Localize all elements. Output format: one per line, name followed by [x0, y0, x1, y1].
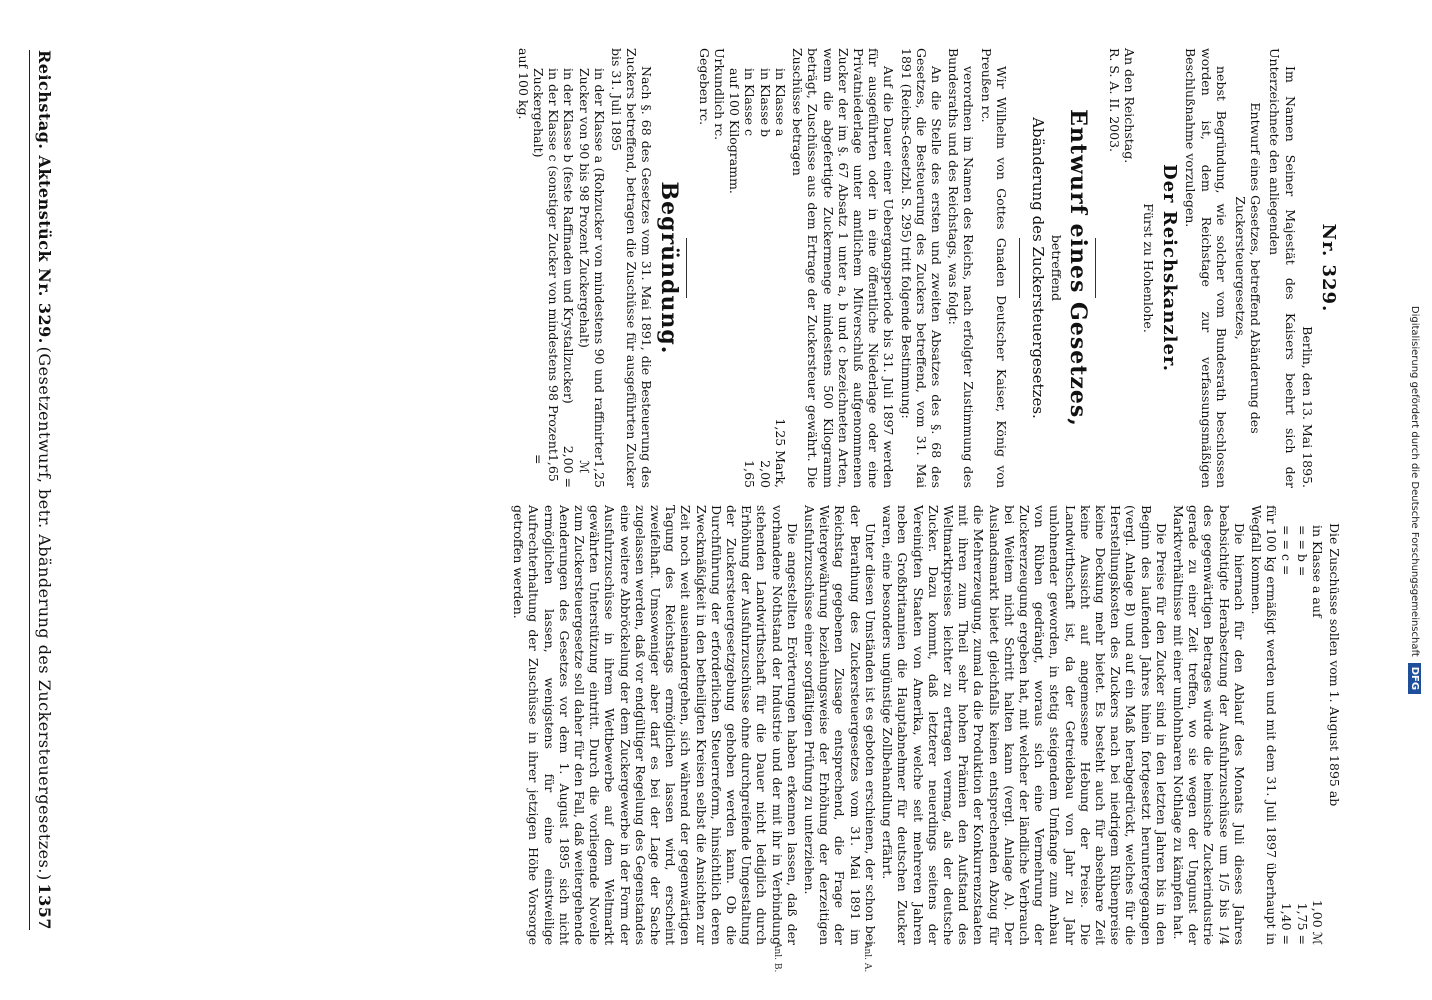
draft-subject: Abänderung des Zuckersteuergesetzes.	[1028, 117, 1047, 419]
right-p2: Die hiernach für den Ablauf des Monats Juli dieses Jahres beabsichtigte Herabsetzung der Ausfuhrzuschüsse um 1/5 bis 1/4 des gegenwärtigen Betrages würde die heimische Zuckerindustrie gerade zu einer Zeit treffen, wo sie wegen der Ungunst der Marktverhältnisse mit einer umlohnbaren Nothlage zu kämpfen hat.	[1170, 505, 1247, 945]
divider	[1095, 238, 1096, 298]
rate-row	[742, 48, 757, 488]
rates-unit: auf 100 Kilogramm.	[727, 68, 743, 194]
signature-name: Fürst zu Hohenlohe.	[1140, 203, 1156, 333]
draft-title: Entwurf eines Gesetzes,	[1065, 109, 1092, 427]
dfg-logo: DFG	[1409, 663, 1422, 694]
rate-label: in Klasse b	[757, 68, 773, 138]
dateline: Berlin, den 13. Mai 1895.	[1299, 326, 1315, 488]
begr-unit: auf 100 kg.	[515, 48, 531, 120]
sidenote-anl-a: Anl. A.	[862, 942, 872, 973]
rate-label: in Klasse a auf	[1309, 525, 1325, 618]
rate-value: 1,25 Mark,	[772, 418, 788, 488]
rate-value: 2,00	[757, 460, 773, 488]
header-left: Reichstag. Aktenstück Nr. 329.	[35, 50, 55, 344]
document-number: Nr. 329.	[1318, 223, 1339, 313]
preamble: Wir Wilhelm von Gottes Gnaden Deutscher Kaiser, König von Preußen rc.	[978, 48, 1009, 488]
rate-row	[1294, 505, 1309, 945]
signature-title: Der Reichskanzler.	[1159, 163, 1181, 373]
rate-label: in der Klasse a (Rohzucker von mindestens 90 und raffinirter Zucker von 90 bis 98 Prozent Zuckergehalt)	[576, 68, 607, 461]
right-p1: Die Zuschüsse sollen vom 1. August 1895 ab	[1327, 523, 1342, 807]
rate-value: 1,25 ℳ	[576, 460, 607, 488]
draft-subtitle: betreffend	[1049, 234, 1065, 302]
rate-label: = = c =	[1279, 525, 1295, 576]
rates-list	[742, 48, 788, 488]
rate-row	[758, 48, 773, 488]
rate-value: 1,75 =	[1294, 902, 1310, 945]
right-p1b: für 100 kg ermäßigt werden und mit dem 31. Juli 1897 überhaupt in Wegfall kommen.	[1248, 505, 1280, 945]
begruendung-title: Begründung.	[655, 181, 682, 355]
addressee: An den Reichstag.	[1121, 48, 1137, 164]
rate-row	[1310, 505, 1325, 945]
rate-label: = = b =	[1294, 525, 1310, 577]
page-header	[29, 50, 60, 930]
intro-text: Im Namen Seiner Majestät des Kaisers beehrt sich der Unterzeichnete den anliegenden	[1267, 48, 1298, 488]
rate-row	[773, 48, 788, 488]
digitization-text: Digitalisierung gefördert durch die Deutsche Forschungsgemeinschaft	[1409, 305, 1421, 657]
begruendung-para: Nach §. 68 des Gesetzes vom 31. Mai 1891, die Besteuerung des Zuckers betreffend, betragen die Zuschüsse für ausgeführten Zucker bis 31. Juli 1895	[609, 48, 655, 489]
rate-value: 1,65 =	[531, 453, 562, 482]
intro-title: Entwurf eines Gesetzes, betreffend Abänderung des Zuckersteuergesetzes,	[1232, 102, 1264, 434]
begr-rate-row	[561, 48, 576, 488]
rate-label: in der Klasse b (feste Raffinaden und Krystallzucker)	[561, 68, 577, 404]
reference: R. S. A. II. 2003.	[1106, 48, 1122, 153]
intro-rest: nebst Begründung, wie solcher vom Bundesrath beschlossen worden ist, dem Reichstage zur verfassungsmäßigen Beschlußnahme vorzulegen.	[1183, 48, 1229, 488]
right-p4: Unter diesen Umständen ist es geboten erschienen, der schon bei der Berathung des Zuckersteuergesetzes vom 31. Mai 1891 im Reichstag gegebenen Zusage entsprechend, die Frage der Weitergewährung beziehungsweise der Erhöhung der derzeitigen Ausfuhrzuschüsse einer sorgfältigen Prüfung zu unterziehen.	[802, 505, 878, 945]
begr-rate-row	[531, 48, 561, 488]
digitization-note	[1404, 20, 1426, 980]
rate-row	[1279, 505, 1294, 945]
closing1: Urkundlich rc.	[712, 48, 728, 141]
rate-value: 1,40 =	[1279, 902, 1295, 945]
begr-rate-row	[576, 48, 606, 488]
left-column	[77, 48, 1342, 488]
sidenote-anl-b: Anl. B.	[772, 942, 782, 973]
right-p3: Die Preise für den Zucker sind in den letzten Jahren bis in den Beginn des laufenden Jahres hinein fortgesetzt heruntergegangen (vergl. Anlage B) und auf ein Maß herabgedrückt, welches für die Herstellungskosten des Zuckers nach bei niedrigem Rübenpreise keine Deckung mehr bietet. Es besteht auch für absehbare Zeit keine Aussicht auf angemessene Hebung der Preise. Die Landwirthschaft ist, da der Getreidebau von Jahr zu Jahr unlohnender geworden, in stetig steigendem Umfange zum Anbau von Rüben gedrängt, woraus sich eine Vermehrung der Zuckererzeugung ergeben hat, mit welcher der ländliche Verbrauch bei Weitem nicht Schritt halten kann (vergl. Anlage A). Der Auslandsmarkt bietet gleichfalls keinen entsprechenden Abzug für die Mehrerzeugung, zumal da die Produktion der Konkurrenzstaaten mit ihren zum Theil sehr hohen Prämien den Aufstand des Weltmarktpreises leichter zu ertragen vermag, als der deutsche Zucker. Dazu kommt, daß letzterer neuerdings seitens der Vereinigten Staaten von Amerika, welche seit mehreren Jahren neben Großbritannien die Hauptabnehmer für deutschen Zucker waren, eine besonders ungünstige Zollbehandlung erfährt.	[880, 505, 1169, 945]
rate-label: in Klasse c	[742, 68, 758, 137]
para1: An die Stelle des ersten und zweiten Absatzes des §. 68 des Gesetzes, die Besteuerung des Zuckers betreffend, vom 31. Mai 1891 (Reichs-Gesetzbl. S. 295) tritt folgende Bestimmung:	[898, 48, 944, 488]
rate-value: 1,00 ℳ	[1309, 899, 1325, 945]
rate-label: in der Klasse c (sonstiger Zucker von mindestens 98 Prozent Zuckergehalt)	[531, 68, 562, 454]
closing2: Gegeben rc.	[696, 48, 712, 126]
divider	[1019, 238, 1020, 298]
divider	[686, 238, 687, 298]
preamble2: verordnen im Namen des Reichs, nach erfolgter Zustimmung des Bundesraths und des Reichstags, was folgt:	[946, 48, 977, 488]
rate-label: in Klasse a	[772, 68, 788, 137]
right-column	[77, 505, 1342, 945]
header-center: (Gesetzentwurf, betr. Abänderung des Zuckersteuergesetzes.)	[35, 346, 55, 881]
para2: Auf die Dauer einer Uebergangsperiode bis 31. Juli 1897 werden für ausgeführten oder in eine öffentliche Niederlage oder eine Privatniederlage unter amtlichem Mitverschluß aufgenommenen Zucker der im §. 67 Absatz 1 unter a, b und c bezeichneten Arten, wenn die abgefertigte Zuckermenge mindestens 500 Kilogramm beträgt, Zuschüsse aus dem Ertrage der Zuckersteuer gewährt. Die Zuschüsse betragen	[790, 48, 897, 488]
right-p5: Die angestellten Erörterungen haben erkennen lassen, daß der vorhandene Nothstand der Industrie und der mit ihr in Verbindung stehenden Landwirthschaft für die Dauer nicht lediglich durch Erhöhung der Ausfuhrzuschüsse ohne durchgreifende Umgestaltung der Zuckersteuergesetzgebung gehoben werden kann. Ob die Durchführung der erforderlichen Steuerreform, hinsichtlich deren Zweckmäßigkeit in den betheiligten Kreisen selbst die Ansichten zur Zeit noch weit auseinandergehen, sich während der gegenwärtigen Tagung des Reichstags ermöglichen lassen wird, erscheint zweifelhaft. Umsoweniger aber darf es bei der Lage der Sache zugelassen werden, daß vor endgültiger Regelung des Gegenstandes eine weitere Abbröckelung der dem Zuckergewerbe in der Form der Ausfuhrzuschüsse in ihrem Wettbewerbe auf dem Weltmarkt gewährten Unterstützung eintritt. Durch die vorliegende Novelle zum Zuckersteuergesetze soll daher für den Fall, daß weitergehende Aenderungen des Gesetzes vor dem 1. August 1895 sich nicht ermöglichen lassen, wenigstens für eine einstweilige Aufrechterhaltung der Zuschüsse in ihrer jetzigen Höhe Vorsorge getroffen werden.	[511, 505, 800, 945]
page-number: 1357	[35, 883, 55, 930]
rate-value: 2,00 =	[561, 445, 577, 488]
rate-value: 1,65	[742, 460, 758, 488]
